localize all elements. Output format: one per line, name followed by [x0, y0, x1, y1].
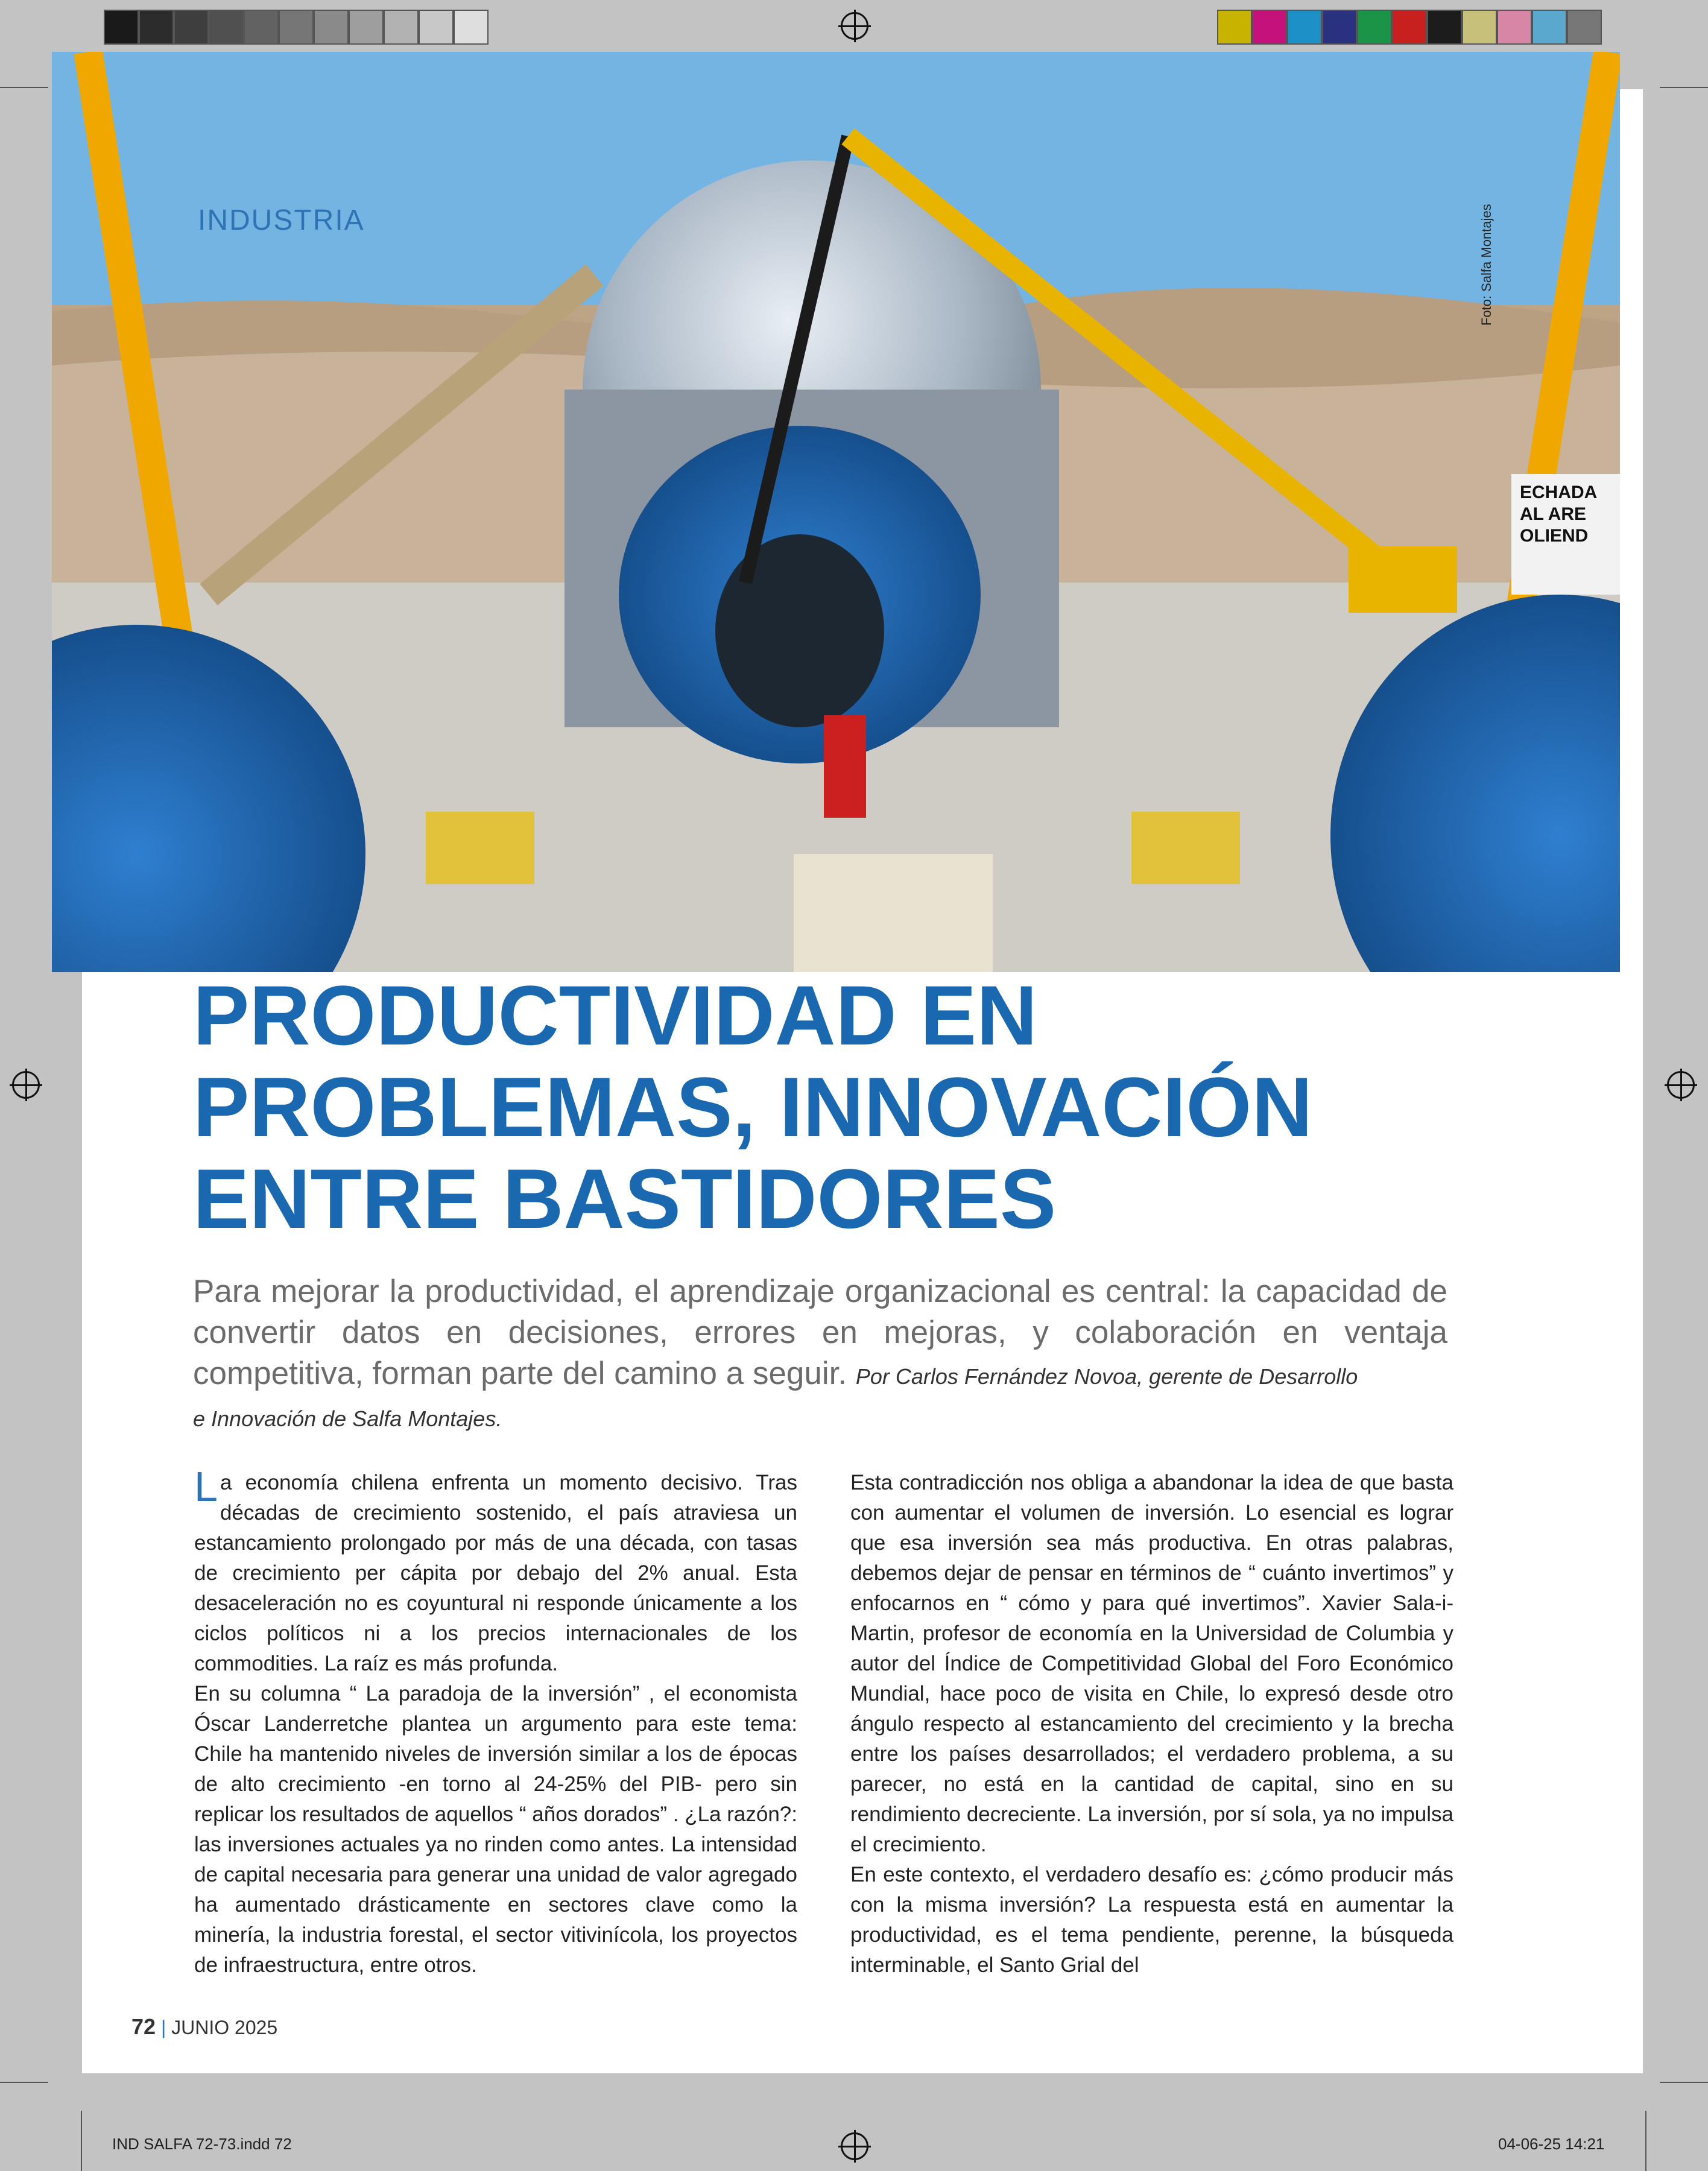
crop-mark	[1660, 87, 1708, 88]
crop-mark	[1660, 2082, 1708, 2083]
color-swatch	[349, 10, 384, 45]
slug-filename: IND SALFA 72-73.indd 72	[112, 2135, 292, 2153]
registration-mark-left	[12, 1071, 40, 1099]
crop-mark	[0, 2082, 48, 2083]
section-label: INDUSTRIA	[198, 204, 365, 236]
color-swatch	[1532, 10, 1567, 45]
color-swatch	[454, 10, 489, 45]
deck-text: Para mejorar la productividad, el aprendizaje organizacional es central: la capacidad de convertir datos en decisiones, errores en mejoras, y colaboración en ventaja competitiva, forman parte del camino a seguir.	[193, 1274, 1447, 1391]
slug-timestamp: 04-06-25 14:21	[1498, 2135, 1605, 2153]
color-swatch	[1462, 10, 1497, 45]
color-swatch	[1427, 10, 1462, 45]
color-swatch	[139, 10, 174, 45]
photo-credit: Foto: Salfa Montajes	[1479, 204, 1494, 326]
article-deck	[193, 1271, 1447, 1397]
body-paragraph	[194, 1463, 797, 1679]
color-swatch	[279, 10, 314, 45]
color-swatch	[419, 10, 454, 45]
color-swatch	[1287, 10, 1322, 45]
issue-date: JUNIO 2025	[171, 2017, 278, 2038]
body-paragraph: En su columna “ La paradoja de la inversión” , el economista Óscar Landerretche plantea un argumento para este tema: Chile ha mantenido niveles de inversión similar a los de épocas de alto crecimiento -en torno al 24-25% del PIB- pero sin replicar los resultados de aquellos “ años dorados” . ¿La razón?: las inversiones actuales ya no rinden como antes. La intensidad de capital necesaria para generar una unidad de valor agregado ha aumentado drásticamente en sectores clave como la minería, la industria forestal, el sector vitivinícola, los proyectos de infraestructura, entre otros.	[194, 1682, 797, 1977]
color-swatch	[1217, 10, 1252, 45]
color-swatch	[244, 10, 279, 45]
color-swatch	[1497, 10, 1532, 45]
color-swatch	[384, 10, 419, 45]
registration-mark-bottom	[841, 2132, 868, 2160]
color-swatch	[1252, 10, 1287, 45]
folio-divider: |	[160, 2017, 166, 2038]
headline-line: PROBLEMAS, INNOVACIÓN	[193, 1060, 1313, 1154]
color-swatch	[1392, 10, 1427, 45]
registration-mark-top	[841, 12, 868, 40]
color-swatch	[209, 10, 244, 45]
drop-cap: L	[194, 1463, 218, 1510]
body-paragraph: En este contexto, el verdadero desafío es: ¿cómo producir más con la misma inversión? La respuesta está en aumentar la productividad, es el tema pendiente, perenne, la búsqueda interminable, el Santo Grial del	[850, 1863, 1453, 1977]
body-column-right	[850, 1468, 1453, 1980]
crop-mark	[81, 2111, 82, 2171]
color-swatch	[314, 10, 349, 45]
color-swatch	[1322, 10, 1357, 45]
registration-mark-right	[1667, 1071, 1695, 1099]
crop-mark	[0, 87, 48, 88]
headline-line: PRODUCTIVIDAD EN	[193, 968, 1038, 1063]
color-swatch	[104, 10, 139, 45]
crop-mark	[1645, 2111, 1646, 2171]
color-swatch	[174, 10, 209, 45]
byline-continuation: e Innovación de Salfa Montajes.	[193, 1406, 502, 1431]
headline-line: ENTRE BASTIDORES	[193, 1151, 1057, 1246]
color-swatch	[1567, 10, 1602, 45]
page-folio	[131, 2014, 277, 2040]
hero-photo-illustration	[52, 52, 1620, 972]
body-paragraph: Esta contradicción nos obliga a abandonar la idea de que basta con aumentar el volumen de inversión. Lo esencial es lograr que esa inversión sea más productiva. En otras palabras, debemos dejar de pensar en términos de “ cuánto invertimos” y enfocarnos en “ cómo y para qué invertimos”. Xavier Sala-i-Martin, profesor de economía en la Universidad de Columbia y autor del Índice de Competitividad Global del Foro Económico Mundial, hace poco de visita en Chile, lo expresó desde otro ángulo respecto al estancamiento del crecimiento y la brecha entre los países desarrollados; el verdadero problema, a su parecer, no está en la cantidad de capital, sino en su rendimiento decreciente. La inversión, por sí sola, ya no impulsa el crecimiento.	[850, 1471, 1453, 1856]
article-headline	[193, 970, 1460, 1245]
byline: Por Carlos Fernández Novoa, gerente de Desarrollo	[855, 1364, 1358, 1389]
plant-sign-line: ECHADA	[1520, 482, 1598, 502]
body-column-left	[194, 1463, 797, 1980]
color-swatch	[1357, 10, 1392, 45]
hero-photo-mining-plant	[52, 52, 1620, 972]
page-number: 72	[131, 2014, 156, 2039]
paragraph-text: a economía chilena enfrenta un momento decisivo. Tras décadas de crecimiento sostenido, el país atraviesa un estancamiento prolongado por más de una década, con tasas de crecimiento per cápita por debajo del 2% anual. Esta desaceleración no es coyuntural ni responde únicamente a los ciclos políticos ni a los precios internacionales de los commodities. La raíz es más profunda.	[194, 1471, 797, 1675]
plant-sign-line: AL ARE	[1520, 504, 1587, 524]
plant-sign-line: OLIEND	[1520, 526, 1589, 546]
